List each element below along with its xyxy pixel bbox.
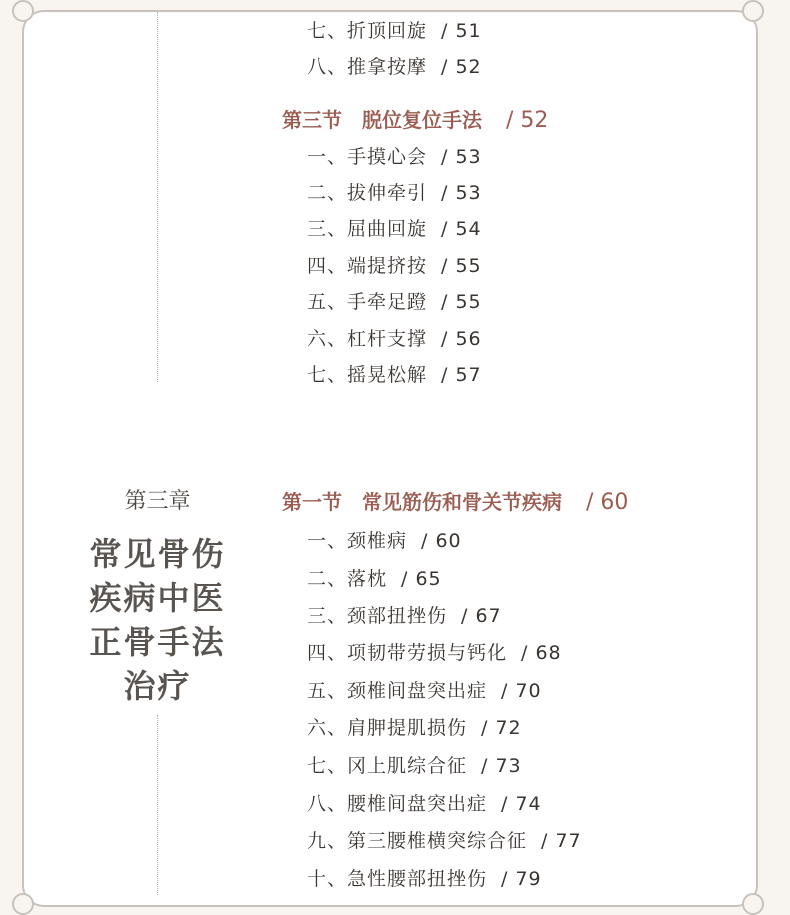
entry-page: / 55 <box>441 291 482 313</box>
entry-label: 二、拔伸牵引 <box>307 182 428 204</box>
entry-page: / 54 <box>441 218 482 240</box>
section-page: / 60 <box>586 490 629 515</box>
entry-label: 三、颈部扭挫伤 <box>307 605 448 627</box>
frame-corner-top-left <box>12 0 34 22</box>
toc-entry[interactable] <box>307 601 502 628</box>
chapter-title-line: 常见骨伤 <box>89 535 226 573</box>
entry-page: / 57 <box>441 364 482 386</box>
entry-page: / 67 <box>461 605 502 627</box>
entry-label: 八、推拿按摩 <box>307 56 428 78</box>
entry-page: / 70 <box>501 680 542 702</box>
toc-entry[interactable] <box>307 676 542 703</box>
entry-label: 六、肩胛提肌损伤 <box>307 717 468 739</box>
section-number: 第一节 <box>282 490 342 514</box>
chapter-title-line: 治疗 <box>123 667 192 705</box>
toc-entry[interactable] <box>307 864 542 891</box>
section-heading[interactable] <box>282 104 548 133</box>
frame-corner-bottom-left <box>12 893 34 915</box>
entry-page: / 53 <box>441 182 482 204</box>
toc-entry[interactable] <box>307 826 582 853</box>
entry-label: 四、端提挤按 <box>307 255 428 277</box>
toc-entry[interactable] <box>307 751 522 778</box>
entry-page: / 51 <box>441 20 482 42</box>
entry-label: 九、第三腰椎横突综合征 <box>307 830 528 852</box>
entry-label: 七、摇晃松解 <box>307 364 428 386</box>
entry-label: 八、腰椎间盘突出症 <box>307 793 488 815</box>
toc-entry[interactable] <box>307 178 482 205</box>
chapter-title-line: 正骨手法 <box>89 623 226 661</box>
toc-entry[interactable] <box>307 638 562 665</box>
chapter-title-line: 疾病中医 <box>89 579 226 617</box>
entry-label: 七、折顶回旋 <box>307 20 428 42</box>
entry-label: 七、冈上肌综合征 <box>307 755 468 777</box>
entry-page: / 56 <box>441 328 482 350</box>
entry-page: / 79 <box>501 868 542 890</box>
toc-entry[interactable] <box>307 526 462 553</box>
entry-label: 五、手牵足蹬 <box>307 291 428 313</box>
toc-entry[interactable] <box>307 789 542 816</box>
toc-entry[interactable] <box>307 564 442 591</box>
entry-page: / 73 <box>481 755 522 777</box>
section-page: / 52 <box>506 108 549 133</box>
toc-entry[interactable] <box>307 287 482 314</box>
toc-entry[interactable] <box>307 52 482 79</box>
frame-corner-top-right <box>742 0 764 22</box>
toc-entry[interactable] <box>307 214 482 241</box>
entry-page: / 72 <box>481 717 522 739</box>
toc-entry[interactable] <box>307 360 482 387</box>
chapter-label: 第三章 <box>124 489 191 514</box>
entry-label: 六、杠杆支撑 <box>307 328 428 350</box>
entry-label: 一、手摸心会 <box>307 146 428 168</box>
section-number: 第三节 <box>282 108 342 132</box>
entry-page: / 52 <box>441 56 482 78</box>
divider-top <box>157 12 158 382</box>
toc-entry[interactable] <box>307 142 482 169</box>
entry-page: / 77 <box>541 830 582 852</box>
entry-label: 一、颈椎病 <box>307 530 408 552</box>
entry-page: / 74 <box>501 793 542 815</box>
entry-page: / 65 <box>401 568 442 590</box>
entry-page: / 60 <box>421 530 462 552</box>
entry-page: / 68 <box>521 642 562 664</box>
entry-page: / 55 <box>441 255 482 277</box>
toc-entry[interactable] <box>307 324 482 351</box>
section-name: 常见筋伤和骨关节疾病 <box>362 490 562 514</box>
toc-entry[interactable] <box>307 16 482 43</box>
toc-entry[interactable] <box>307 251 482 278</box>
section-name: 脱位复位手法 <box>362 108 482 132</box>
entry-label: 五、颈椎间盘突出症 <box>307 680 488 702</box>
entry-label: 二、落枕 <box>307 568 388 590</box>
toc-entry[interactable] <box>307 713 522 740</box>
entry-label: 十、急性腰部扭挫伤 <box>307 868 488 890</box>
frame-corner-bottom-right <box>742 893 764 915</box>
chapter-title <box>80 532 235 708</box>
entry-label: 四、项韧带劳损与钙化 <box>307 642 508 664</box>
entry-label: 三、屈曲回旋 <box>307 218 428 240</box>
divider-bottom <box>157 715 158 895</box>
section-heading[interactable] <box>282 486 628 515</box>
entry-page: / 53 <box>441 146 482 168</box>
